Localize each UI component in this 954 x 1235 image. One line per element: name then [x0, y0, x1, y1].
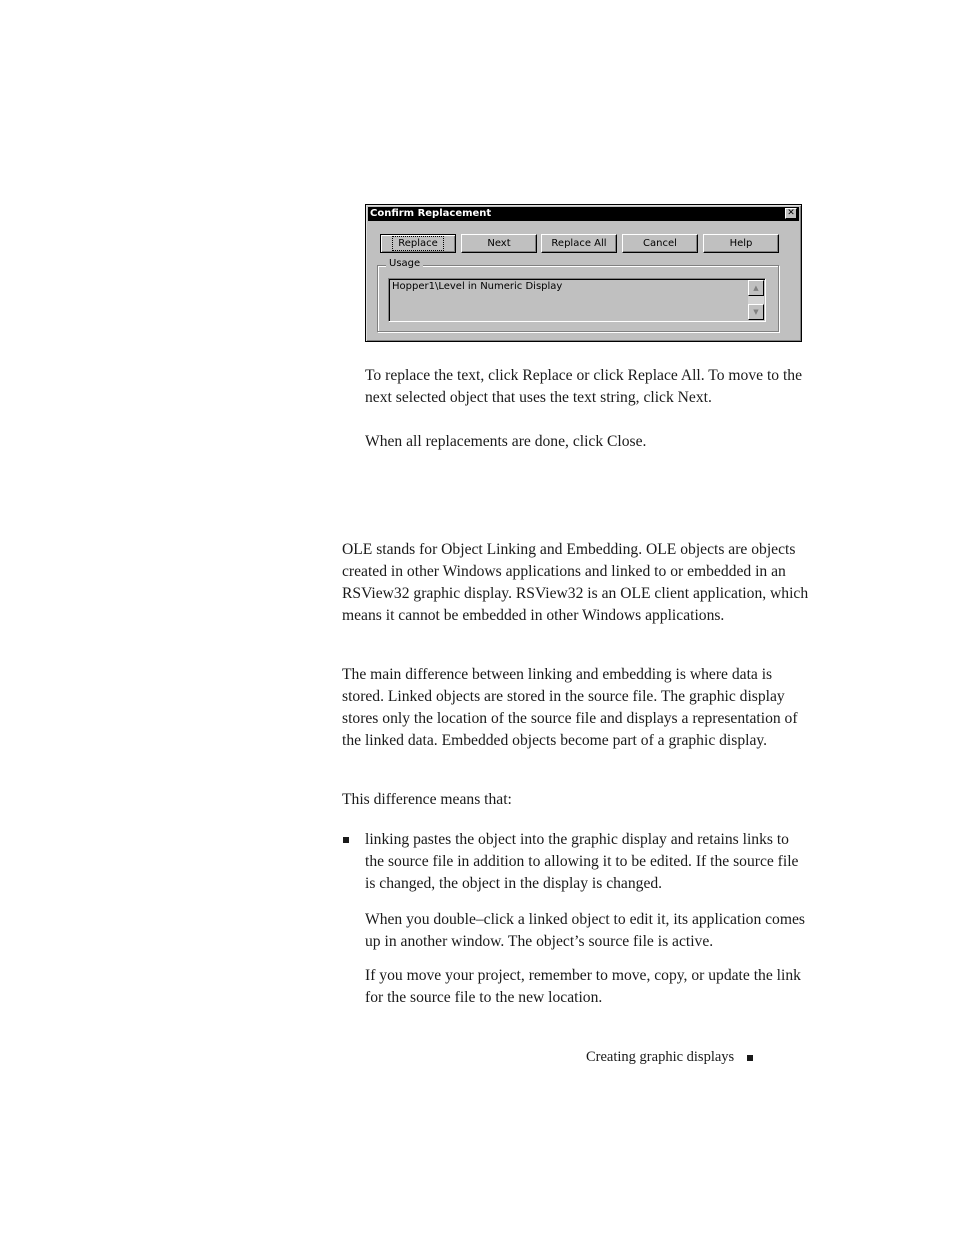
bullet-marker [343, 837, 349, 843]
replace-button-label: Replace [394, 238, 442, 249]
replace-button[interactable] [380, 234, 456, 253]
replace-all-button[interactable]: Replace All [541, 234, 617, 253]
usage-label: Usage [386, 258, 423, 269]
linking-embedding-paragraph: The main difference between linking and embedding is where data is stored. Linked objects are stored in the source file. The graphic display stores only the location of the source file and displays a representation of the linked data. Embedded objects become part of a graphic display. [342, 666, 798, 749]
scroll-up-icon[interactable]: ▲ [748, 280, 764, 296]
confirm-replacement-dialog [365, 204, 802, 342]
replace-instructions: To replace the text, click Replace or click Replace All. To move to the next selected object that uses the text string, click Next. [365, 367, 803, 406]
scroll-down-icon[interactable]: ▼ [748, 304, 764, 320]
footer-section-title: Creating graphic displays [586, 1049, 735, 1065]
usage-scrollbar[interactable] [748, 280, 764, 320]
difference-intro: This difference means that: [342, 791, 512, 808]
next-button[interactable]: Next [461, 234, 537, 253]
dialog-titlebar [368, 207, 799, 221]
ole-definition-paragraph: OLE stands for Object Linking and Embedding. OLE objects are objects created in other Windows applications and linked to or embedded in an RSView32 graphic display. RSView32 is an OLE client application, which means it cannot be embedded in other Windows applications. [342, 541, 809, 624]
close-instructions: When all replacements are done, click Close. [365, 433, 647, 450]
footer-square-marker [747, 1055, 753, 1061]
dialog-title: Confirm Replacement [370, 208, 492, 219]
usage-list-item[interactable]: Hopper1\Level in Numeric Display [392, 281, 563, 292]
move-project-paragraph: If you move your project, remember to move, copy, or update the link for the source file to the new location. [365, 967, 801, 1006]
help-button[interactable]: Help [703, 234, 779, 253]
usage-listbox[interactable] [388, 278, 766, 322]
cancel-button[interactable]: Cancel [622, 234, 698, 253]
close-icon[interactable]: ✕ [785, 208, 797, 219]
usage-groupbox [377, 258, 779, 332]
linking-bullet-text: linking pastes the object into the graphic display and retains links to the source file in addition to allowing it to be edited. If the source file is changed, the object in the display is changed. [365, 831, 799, 892]
double-click-paragraph: When you double–click a linked object to edit it, its application comes up in another window. The object’s source file is active. [365, 911, 805, 950]
